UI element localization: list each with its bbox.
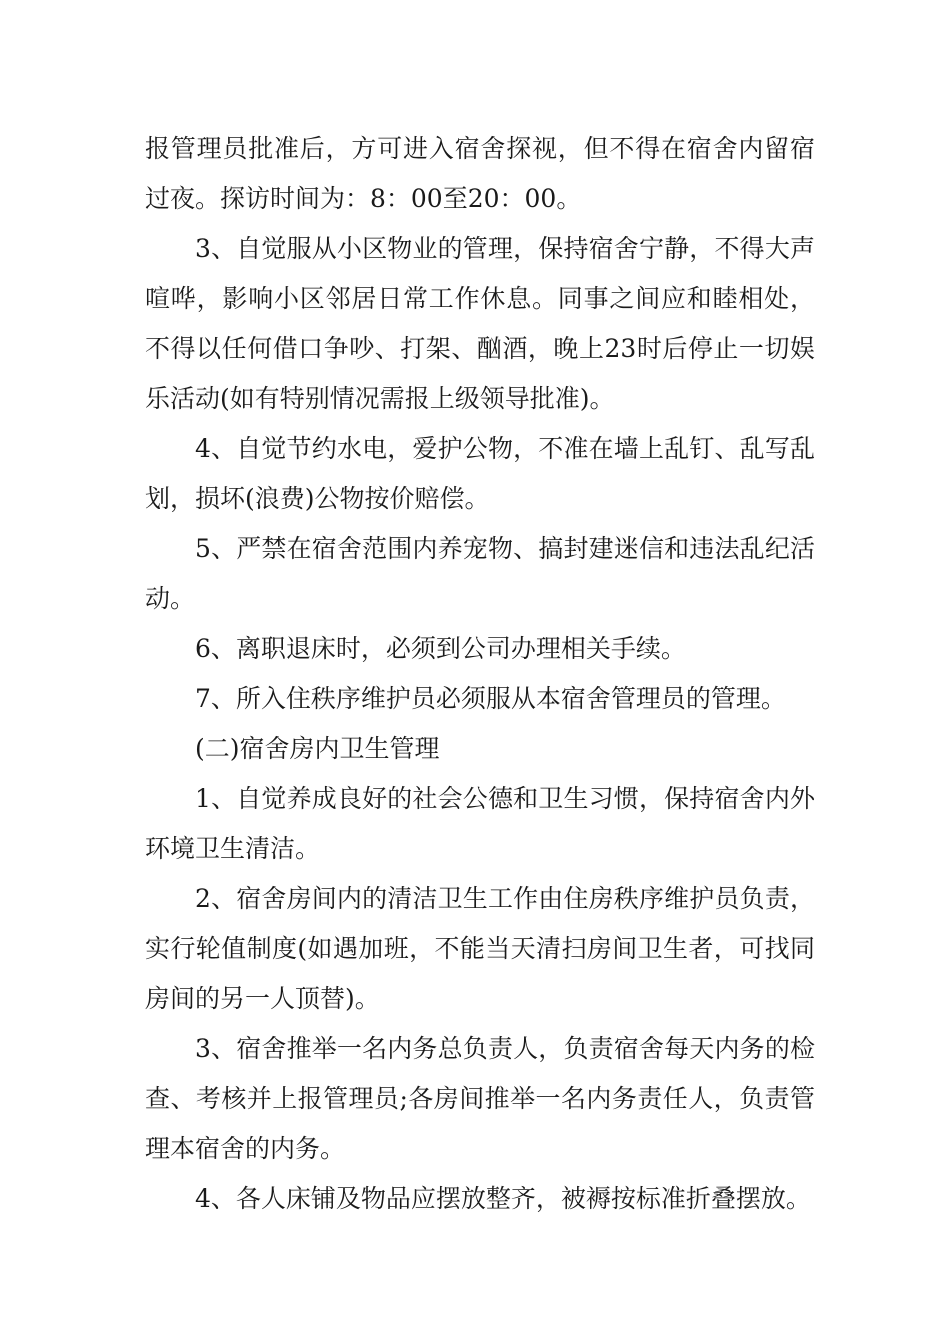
document-body	[145, 124, 815, 1224]
paragraph: 2、宿舍房间内的清洁卫生工作由住房秩序维护员负责，实行轮值制度(如遇加班，不能当天清扫房间卫生者，可找同房间的另一人顶替)。	[145, 884, 815, 1013]
paragraph: 3、宿舍推举一名内务总负责人，负责宿舍每天内务的检查、考核并上报管理员;各房间推举一名内务责任人，负责管理本宿舍的内务。	[145, 1034, 815, 1163]
paragraph: 3、自觉服从小区物业的管理，保持宿舍宁静，不得大声喧哗，影响小区邻居日常工作休息。同事之间应和睦相处，不得以任何借口争吵、打架、酗酒，晚上23时后停止一切娱乐活动(如有特别情况需报上级领导批准)。	[145, 234, 815, 413]
paragraph: 5、严禁在宿舍范围内养宠物、搞封建迷信和违法乱纪活动。	[145, 534, 815, 613]
paragraph: 6、离职退床时，必须到公司办理相关手续。	[195, 634, 686, 663]
section-heading: (二)宿舍房内卫生管理	[195, 734, 440, 763]
paragraph: 7、所入住秩序维护员必须服从本宿舍管理员的管理。	[195, 684, 786, 713]
paragraph: 4、各人床铺及物品应摆放整齐，被褥按标准折叠摆放。	[195, 1184, 811, 1213]
paragraph: 报管理员批准后，方可进入宿舍探视，但不得在宿舍内留宿过夜。探访时间为：8：00至20：00。	[145, 134, 815, 213]
paragraph: 1、自觉养成良好的社会公德和卫生习惯，保持宿舍内外环境卫生清洁。	[145, 784, 815, 863]
paragraph: 4、自觉节约水电，爱护公物，不准在墙上乱钉、乱写乱划，损坏(浪费)公物按价赔偿。	[145, 434, 815, 513]
